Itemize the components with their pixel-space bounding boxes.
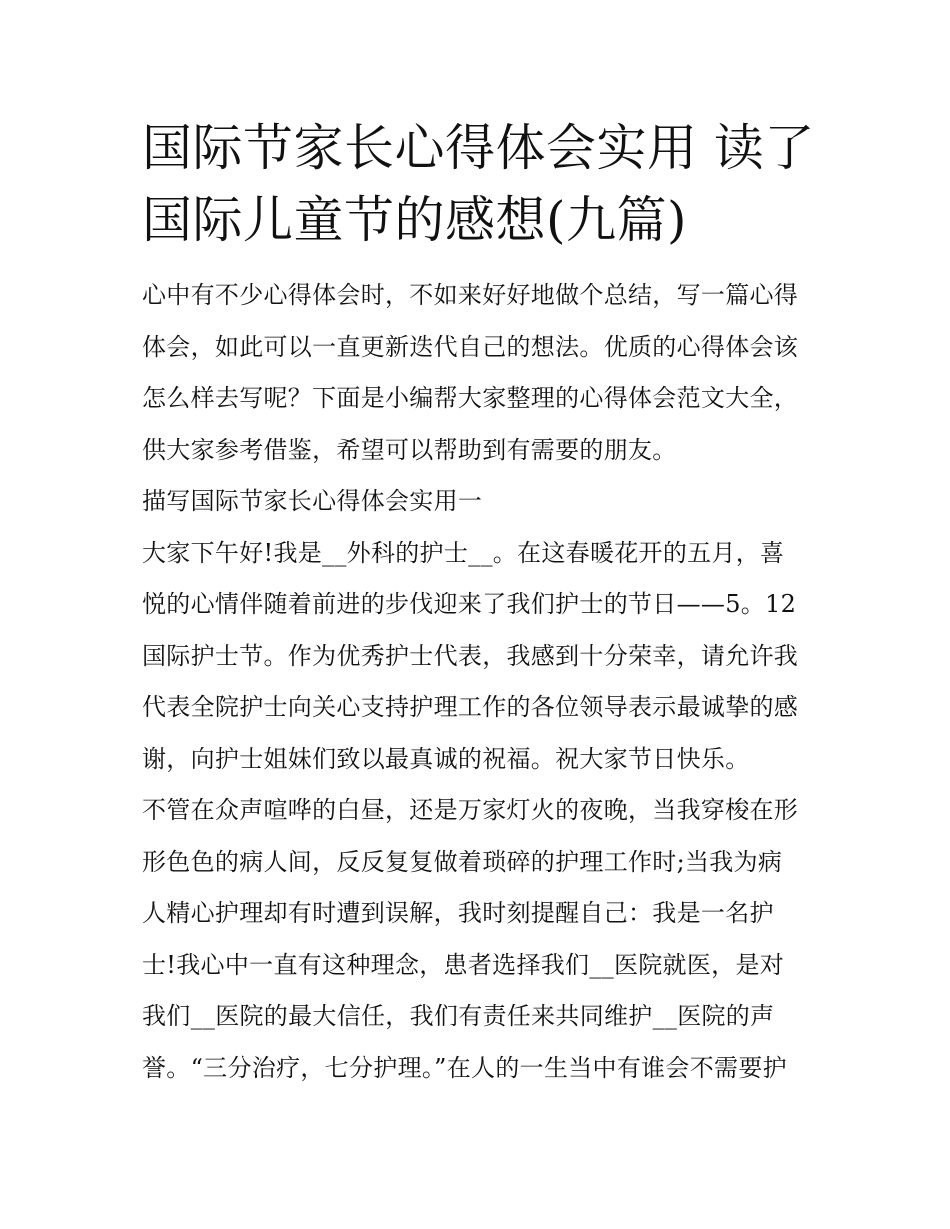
text-line: 人精心护理却有时遭到误解，我时刻提醒自己：我是一名护 bbox=[142, 899, 774, 927]
text-line: 体会，如此可以一直更新迭代自己的想法。优质的心得体会该 bbox=[142, 332, 799, 361]
text-line: 悦的心情伴随着前进的步伐迎来了我们护士的节日——5。12 bbox=[142, 590, 797, 618]
text-line: 不管在众声喧哗的白昼，还是万家灯火的夜晚，当我穿梭在形 bbox=[142, 796, 799, 824]
document-page bbox=[142, 112, 822, 1094]
section-heading bbox=[142, 476, 822, 528]
body-paragraph bbox=[142, 528, 822, 786]
intro-paragraph bbox=[142, 270, 822, 476]
text-line: 心中有不少心得体会时，不如来好好地做个总结，写一篇心得 bbox=[142, 281, 799, 309]
document-body bbox=[142, 270, 822, 1094]
document-title bbox=[142, 112, 822, 256]
body-paragraph bbox=[142, 785, 822, 1094]
text-line: 形色色的病人间，反反复复做着琐碎的护理工作时;当我为病 bbox=[142, 847, 783, 876]
title-line: 国际节家长心得体会实用 读了 bbox=[142, 119, 815, 177]
text-line: 大家下午好!我是__外科的护士__。在这春暖花开的五月，喜 bbox=[142, 538, 785, 567]
text-line: 誉。“三分治疗，七分护理。”在人的一生当中有谁会不需要护 bbox=[142, 1053, 787, 1082]
text-line: 国际护士节。作为优秀护士代表，我感到十分荣幸，请允许我 bbox=[142, 641, 799, 670]
text-line: 士!我心中一直有这种理念，患者选择我们__医院就医，是对 bbox=[142, 950, 785, 979]
text-line: 我们__医院的最大信任，我们有责任来共同维护__医院的声 bbox=[142, 1002, 775, 1030]
text-line: 描写国际节家长心得体会实用一 bbox=[142, 487, 483, 515]
text-line: 怎么样去写呢？下面是小编帮大家整理的心得体会范文大全， bbox=[142, 384, 799, 412]
text-line: 谢，向护士姐妹们致以最真诚的祝福。祝大家节日快乐。 bbox=[142, 744, 750, 773]
title-line: 国际儿童节的感想(九篇) bbox=[142, 191, 688, 249]
text-line: 供大家参考借鉴，希望可以帮助到有需要的朋友。 bbox=[142, 435, 677, 464]
text-line: 代表全院护士向关心支持护理工作的各位领导表示最诚挚的感 bbox=[142, 693, 799, 721]
